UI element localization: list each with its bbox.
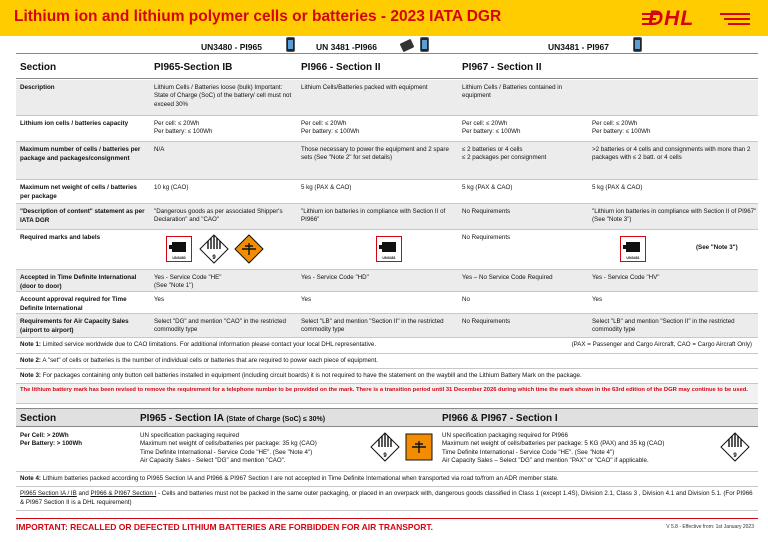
cell-pi967-b: "Lithium ion batteries in compliance with Section II of PI967" (See "Note 3") xyxy=(592,208,757,224)
cell-pi966: Those necessary to power the equipment and 2 spare sets (See "Note 2" for set details) xyxy=(301,146,449,162)
cell-phone-icon xyxy=(420,37,429,52)
note-legend: (PAX = Passenger and Cargo Aircraft, CAO = Cargo Aircraft Only) xyxy=(571,341,752,348)
cell-pi966: 5 kg (PAX & CAO) xyxy=(301,184,352,191)
cell-pi967-b: 5 kg (PAX & CAO) xyxy=(592,184,643,191)
battery-icon xyxy=(382,242,396,252)
note-text: - Cells and batteries must not be packed in the same outer packaging, or placed in an overpack with, dangerous goods classified in Class 1 (except 1.4S), Division 2.1, Class 3 , Division 4.1 and Division 5.1. (For PI966 & PI967 Section II is a DHL requirement) xyxy=(20,490,753,506)
section-row xyxy=(16,55,758,79)
un-heading-2: UN 3481 -PI966 xyxy=(316,42,377,52)
un-heading-3: UN3481 - PI967 xyxy=(548,42,609,52)
cell-pi967-b: Per cell: ≤ 20Wh Per battery: ≤ 100Wh xyxy=(592,120,651,136)
note-3 xyxy=(16,369,758,384)
battery-pack-icon xyxy=(400,39,415,52)
row-account-approval xyxy=(16,292,758,314)
note-4 xyxy=(16,472,758,487)
section-pi965-ia: PI965 - Section IA (State of Charge (SoC) ≤ 30%) xyxy=(140,413,326,424)
row-label: Required marks and labels xyxy=(20,234,101,241)
section-label: Section xyxy=(20,413,57,424)
cell-pi966: Yes xyxy=(301,296,312,303)
page-footer xyxy=(16,518,758,532)
section-i-capacity: Per Cell: > 20Wh Per Battery: > 100Wh xyxy=(20,432,83,448)
section-pi966: PI966 - Section II xyxy=(301,62,381,73)
battery-icon xyxy=(172,242,186,252)
cell-pi965: 10 kg (CAO) xyxy=(154,184,189,191)
row-label: Maximum net weight of cells / batteries per package xyxy=(20,184,137,200)
row-label: Accepted in Time Definite International (door to door) xyxy=(20,274,137,290)
section-i-header xyxy=(16,408,758,427)
cell-pi967-b: >2 batteries or 4 cells and consignments with more than 2 packages with ≤ 2 batt. or 4 cells xyxy=(592,146,751,162)
un-heading-1: UN3480 - PI965 xyxy=(201,42,262,52)
svg-text:9: 9 xyxy=(733,453,737,459)
cell-pi966: Lithium Cells/Batteries packed with equipment xyxy=(301,84,428,91)
note-text: Lithium batteries packed according to PI965 Section IA and PI966 & PI967 Section I are not accepted in Time Definite International when transported via road to/from an ADR member state. xyxy=(42,475,559,482)
version-info: V 5.8 - Effective from: 1st January 2023 xyxy=(666,524,754,530)
cell-pi965: "Dangerous goods as per associated Shipper's Declaration" and "CAO" xyxy=(154,208,283,224)
section-pi965: PI965-Section IB xyxy=(154,62,233,73)
row-max-number xyxy=(16,142,758,180)
section-pi967: PI967 - Section II xyxy=(462,62,542,73)
lithium-battery-mark: UN3481 xyxy=(376,236,402,262)
note-text: Limited service worldwide due to CAO limitations. For additional information please contact your local DHL representative. xyxy=(42,341,377,348)
cargo-aircraft-only-label xyxy=(234,234,264,264)
forbidden-warning: IMPORTANT: RECALLED OR DEFECTED LITHIUM BATTERIES ARE FORBIDDEN FOR AIR TRANSPORT. xyxy=(16,522,433,532)
note-1 xyxy=(16,338,758,354)
section-pi966-pi967-i: PI966 & PI967 - Section I xyxy=(442,413,558,424)
note-tag: Note 2: xyxy=(20,357,41,364)
cell-pi967-a: No xyxy=(462,296,470,303)
section-label: Section xyxy=(20,62,57,73)
class-9-hazard-label xyxy=(720,432,750,462)
segregation-ref: PI965 Section IA / IB xyxy=(20,490,77,497)
segregation-note: PI965 Section IA / IB and PI966 & PI967 Section I - Cells and batteries must not be packed in the same outer packaging, or placed in an overpack with, dangerous goods classified in Class 1 (except 1.4S), Division 2.1, Class 3 , Division 4.1 and Division 5.1. (For PI966 & PI967 Section II is a DHL requirement) xyxy=(16,487,758,511)
cell-pi967-b-note: (See "Note 3") xyxy=(696,244,738,251)
cell-pi965: N/A xyxy=(154,146,165,153)
note-tag: Note 4: xyxy=(20,475,41,482)
row-label: Lithium ion cells / batteries capacity xyxy=(20,120,129,127)
row-label: Description xyxy=(20,84,55,91)
page-header xyxy=(0,0,768,36)
battery-icon xyxy=(626,242,640,252)
row-accepted-tdi xyxy=(16,270,758,292)
cell-pi966: Yes - Service Code "HD" xyxy=(301,274,369,281)
cell-pi967-a: No Requirements xyxy=(462,208,511,215)
dhl-logo-text: DHL xyxy=(648,7,695,30)
row-label: "Description of content" statement as per IATA DGR xyxy=(20,208,145,224)
cell-pi966: Per cell: ≤ 20Wh Per battery: ≤ 100Wh xyxy=(301,120,360,136)
cell-pi967-a: ≤ 2 batteries or 4 cells ≤ 2 packages per consignment xyxy=(462,146,547,162)
cell-pi967-b: Yes xyxy=(592,296,603,303)
cell-pi965: Select "DG" and mention "CAO" in the restricted commodity type xyxy=(154,318,286,334)
row-label: Maximum number of cells / batteries per package and packages/consignment xyxy=(20,146,141,162)
cell-pi967-b: Yes - Service Code "HV" xyxy=(592,274,660,281)
class-9-hazard-label xyxy=(370,432,400,462)
cell-pi966: Select "LB" and mention "Section II" in the restricted commodity type xyxy=(301,318,444,334)
class-9-hazard-label xyxy=(199,234,229,264)
row-description-of-content xyxy=(16,204,758,230)
cell-phone-icon xyxy=(286,37,295,52)
cell-pi965: Per cell: ≤ 20Wh Per battery: ≤ 100Wh xyxy=(154,120,213,136)
row-net-weight xyxy=(16,180,758,204)
page-title: Lithium ion and lithium polymer cells or batteries - 2023 IATA DGR xyxy=(14,8,502,25)
row-air-capacity-sales xyxy=(16,314,758,338)
segregation-ref: PI966 & PI967 Section I xyxy=(90,490,157,497)
note-2 xyxy=(16,354,758,369)
row-description xyxy=(16,80,758,116)
un-number-row xyxy=(16,40,758,54)
cell-pi967-a: Lithium Cells / Batteries contained in equipment xyxy=(462,84,563,100)
note-text: A "set" of cells or batteries is the number of individual cells or batteries that are required to power each piece of equipment. xyxy=(42,357,378,364)
cell-pi965: Lithium Cells / Batteries loose (bulk) Important: State of Charge (SoC) of the battery/ cell must not exceed 30% xyxy=(154,84,292,108)
cell-pi966: "Lithium ion batteries in compliance with Section II of PI966" xyxy=(301,208,446,224)
cell-pi967-a: No Requirements xyxy=(462,234,511,241)
section-i-details xyxy=(16,428,758,472)
row-capacity xyxy=(16,116,758,142)
note-text: For packages containing only button cell batteries installed in equipment (including circuit boards) it is not required to have the statement on the waybill and the Lithium Battery Mark on the package. xyxy=(42,372,582,379)
mark-revision-note: The lithium battery mark has been revised to remove the requirement for a telephone number to be provided on the mark. There is a transition period until 31 December 2026 during which time the mark shown in the 63rd edition of the DGR may continue to be used. xyxy=(16,384,758,404)
section-ia-requirements: UN specification packaging required Maximum net weight of cells/batteries per package: 35 kg (CAO) Time Definite International - Service Code "HE". (See "Note 4") Air Capacity Sales - Select "DG" and mention "CAO". xyxy=(140,432,317,465)
row-marks-labels xyxy=(16,230,758,270)
cell-pi965: Yes - Service Code "HE" (See "Note 1") xyxy=(154,274,222,290)
cell-pi967-b: Select "LB" and mention "Section II" in the restricted commodity type xyxy=(592,318,735,334)
cell-pi967-a: Yes – No Service Code Required xyxy=(462,274,553,281)
row-label: Account approval required for Time Definite International xyxy=(20,296,127,312)
cargo-aircraft-only-label xyxy=(404,432,434,462)
svg-text:9: 9 xyxy=(212,255,216,261)
cell-pi967-a: No Requirements xyxy=(462,318,511,325)
note-tag: Note 1: xyxy=(20,341,41,348)
svg-text:9: 9 xyxy=(383,453,387,459)
dhl-logo xyxy=(642,7,752,29)
row-label: Requirements for Air Capacity Sales (airport to airport) xyxy=(20,318,129,334)
cell-pi967-a: Per cell: ≤ 20Wh Per battery: ≤ 100Wh xyxy=(462,120,521,136)
section-i-requirements: UN specification packaging required for PI966 Maximum net weight of cells/batteries per package: 5 KG (PAX) and 35 kg (CAO) Time Definite International - Service Code "HE". (See "Note 4") Air Capacity Sales – Select "DG" and mention "PAX" or "CAO" if applicable. xyxy=(442,432,665,465)
cell-pi967-a: 5 kg (PAX & CAO) xyxy=(462,184,513,191)
lithium-battery-mark: UN3481 xyxy=(620,236,646,262)
lithium-battery-mark: UN3480 xyxy=(166,236,192,262)
cell-pi965: Yes xyxy=(154,296,165,303)
note-tag: Note 3: xyxy=(20,372,41,379)
cell-phone-icon xyxy=(633,37,642,52)
